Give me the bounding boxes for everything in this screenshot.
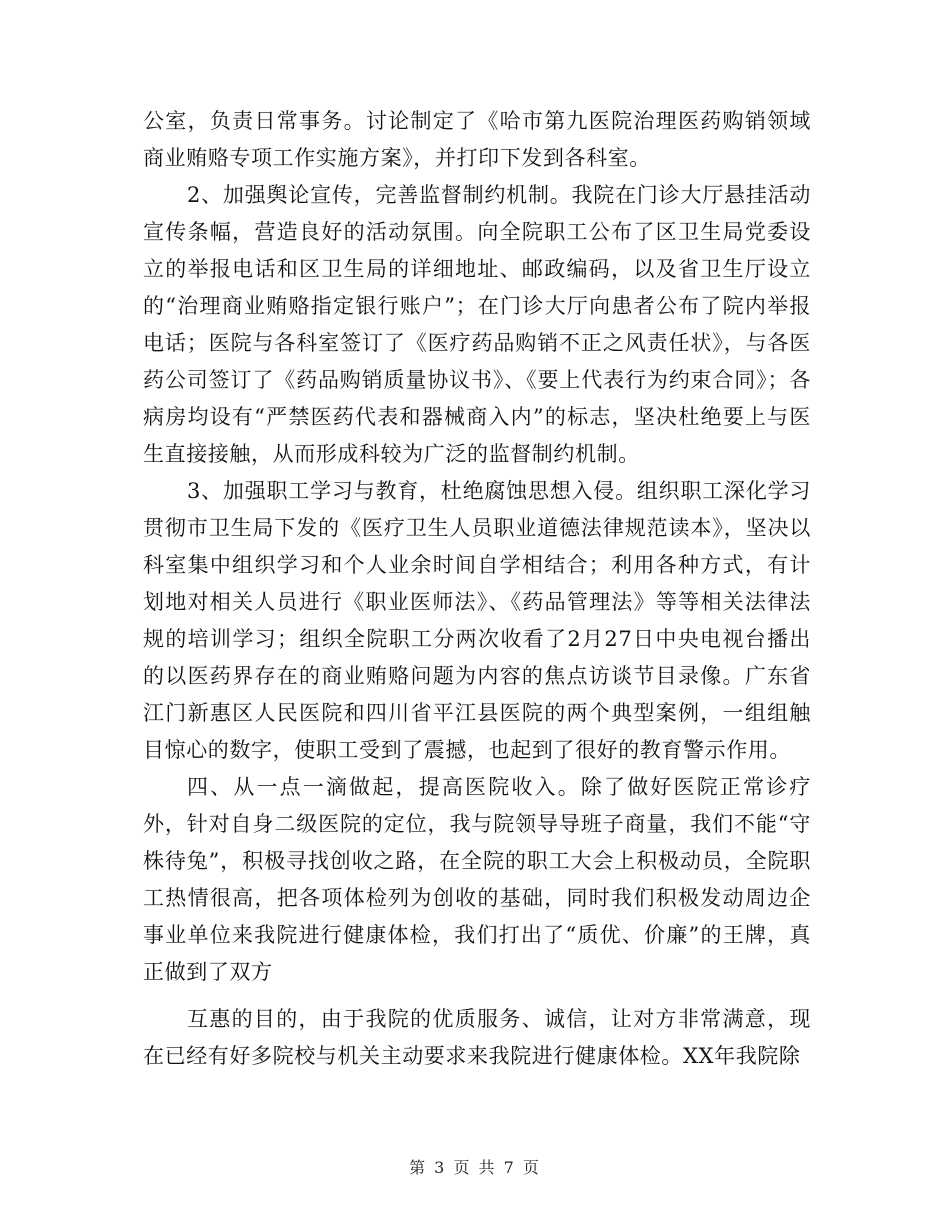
- document-body: [143, 103, 811, 1075]
- paragraph-continuation: 公室，负责日常事务。讨论制定了《哈市第九医院治理医药购销领域商业贿赂专项工作实施方案》，并打印下发到各科室。: [143, 109, 811, 170]
- paragraph-staff-education: 3、加强职工学习与教育，杜绝腐蚀思想入侵。组织职工深化学习贯彻市卫生局下发的《医疗卫生人员职业道德法律规范读本》，坚决以科室集中组织学习和个人业余时间自学相结合；利用各种方式，有计划地对相关人员进行《职业医师法》、《药品管理法》等等相关法律法规的培训学习；组织全院职工分两次收看了2月27日中央电视台播出的以医药界存在的商业贿赂问题为内容的焦点访谈节目录像。广东省江门新惠区人民医院和四川省平江县医院的两个典型案例，一组组触目惊心的数字，使职工受到了震撼，也起到了很好的教育警示作用。: [143, 479, 811, 762]
- paragraph-publicity: 2、加强舆论宣传，完善监督制约机制。我院在门诊大厅悬挂活动宣传条幅，营造良好的活动氛围。向全院职工公布了区卫生局党委设立的举报电话和区卫生局的详细地址、邮政编码，以及省卫生厅设立的“治理商业贿赂指定银行账户”；在门诊大厅向患者公布了院内举报电话；医院与各科室签订了《医疗药品购销不正之风责任状》，与各医药公司签订了《药品购销质量协议书》、《要上代表行为约束合同》；各病房均设有“严禁医药代表和器械商入内”的标志，坚决杜绝要上与医生直接接触，从而形成科较为广泛的监督制约机制。: [143, 183, 811, 466]
- paragraph-mutual-benefit: 互惠的目的，由于我院的优质服务、诚信，让对方非常满意，现在已经有好多院校与机关主动要求来我院进行健康体检。XX年我院除: [143, 1007, 811, 1068]
- paragraph-revenue: 四、从一点一滴做起，提高医院收入。除了做好医院正常诊疗外，针对自身二级医院的定位，我与院领导导班子商量，我们不能“守株待兔”，积极寻找创收之路，在全院的职工大会上积极动员，全院职工热情很高，把各项体检列为创收的基础，同时我们积极发动周边企事业单位来我院进行健康体检，我们打出了“质优、价廉”的王牌，真正做到了双方: [143, 775, 811, 984]
- page-number-footer: 第 3 页 共 7 页: [409, 1158, 541, 1177]
